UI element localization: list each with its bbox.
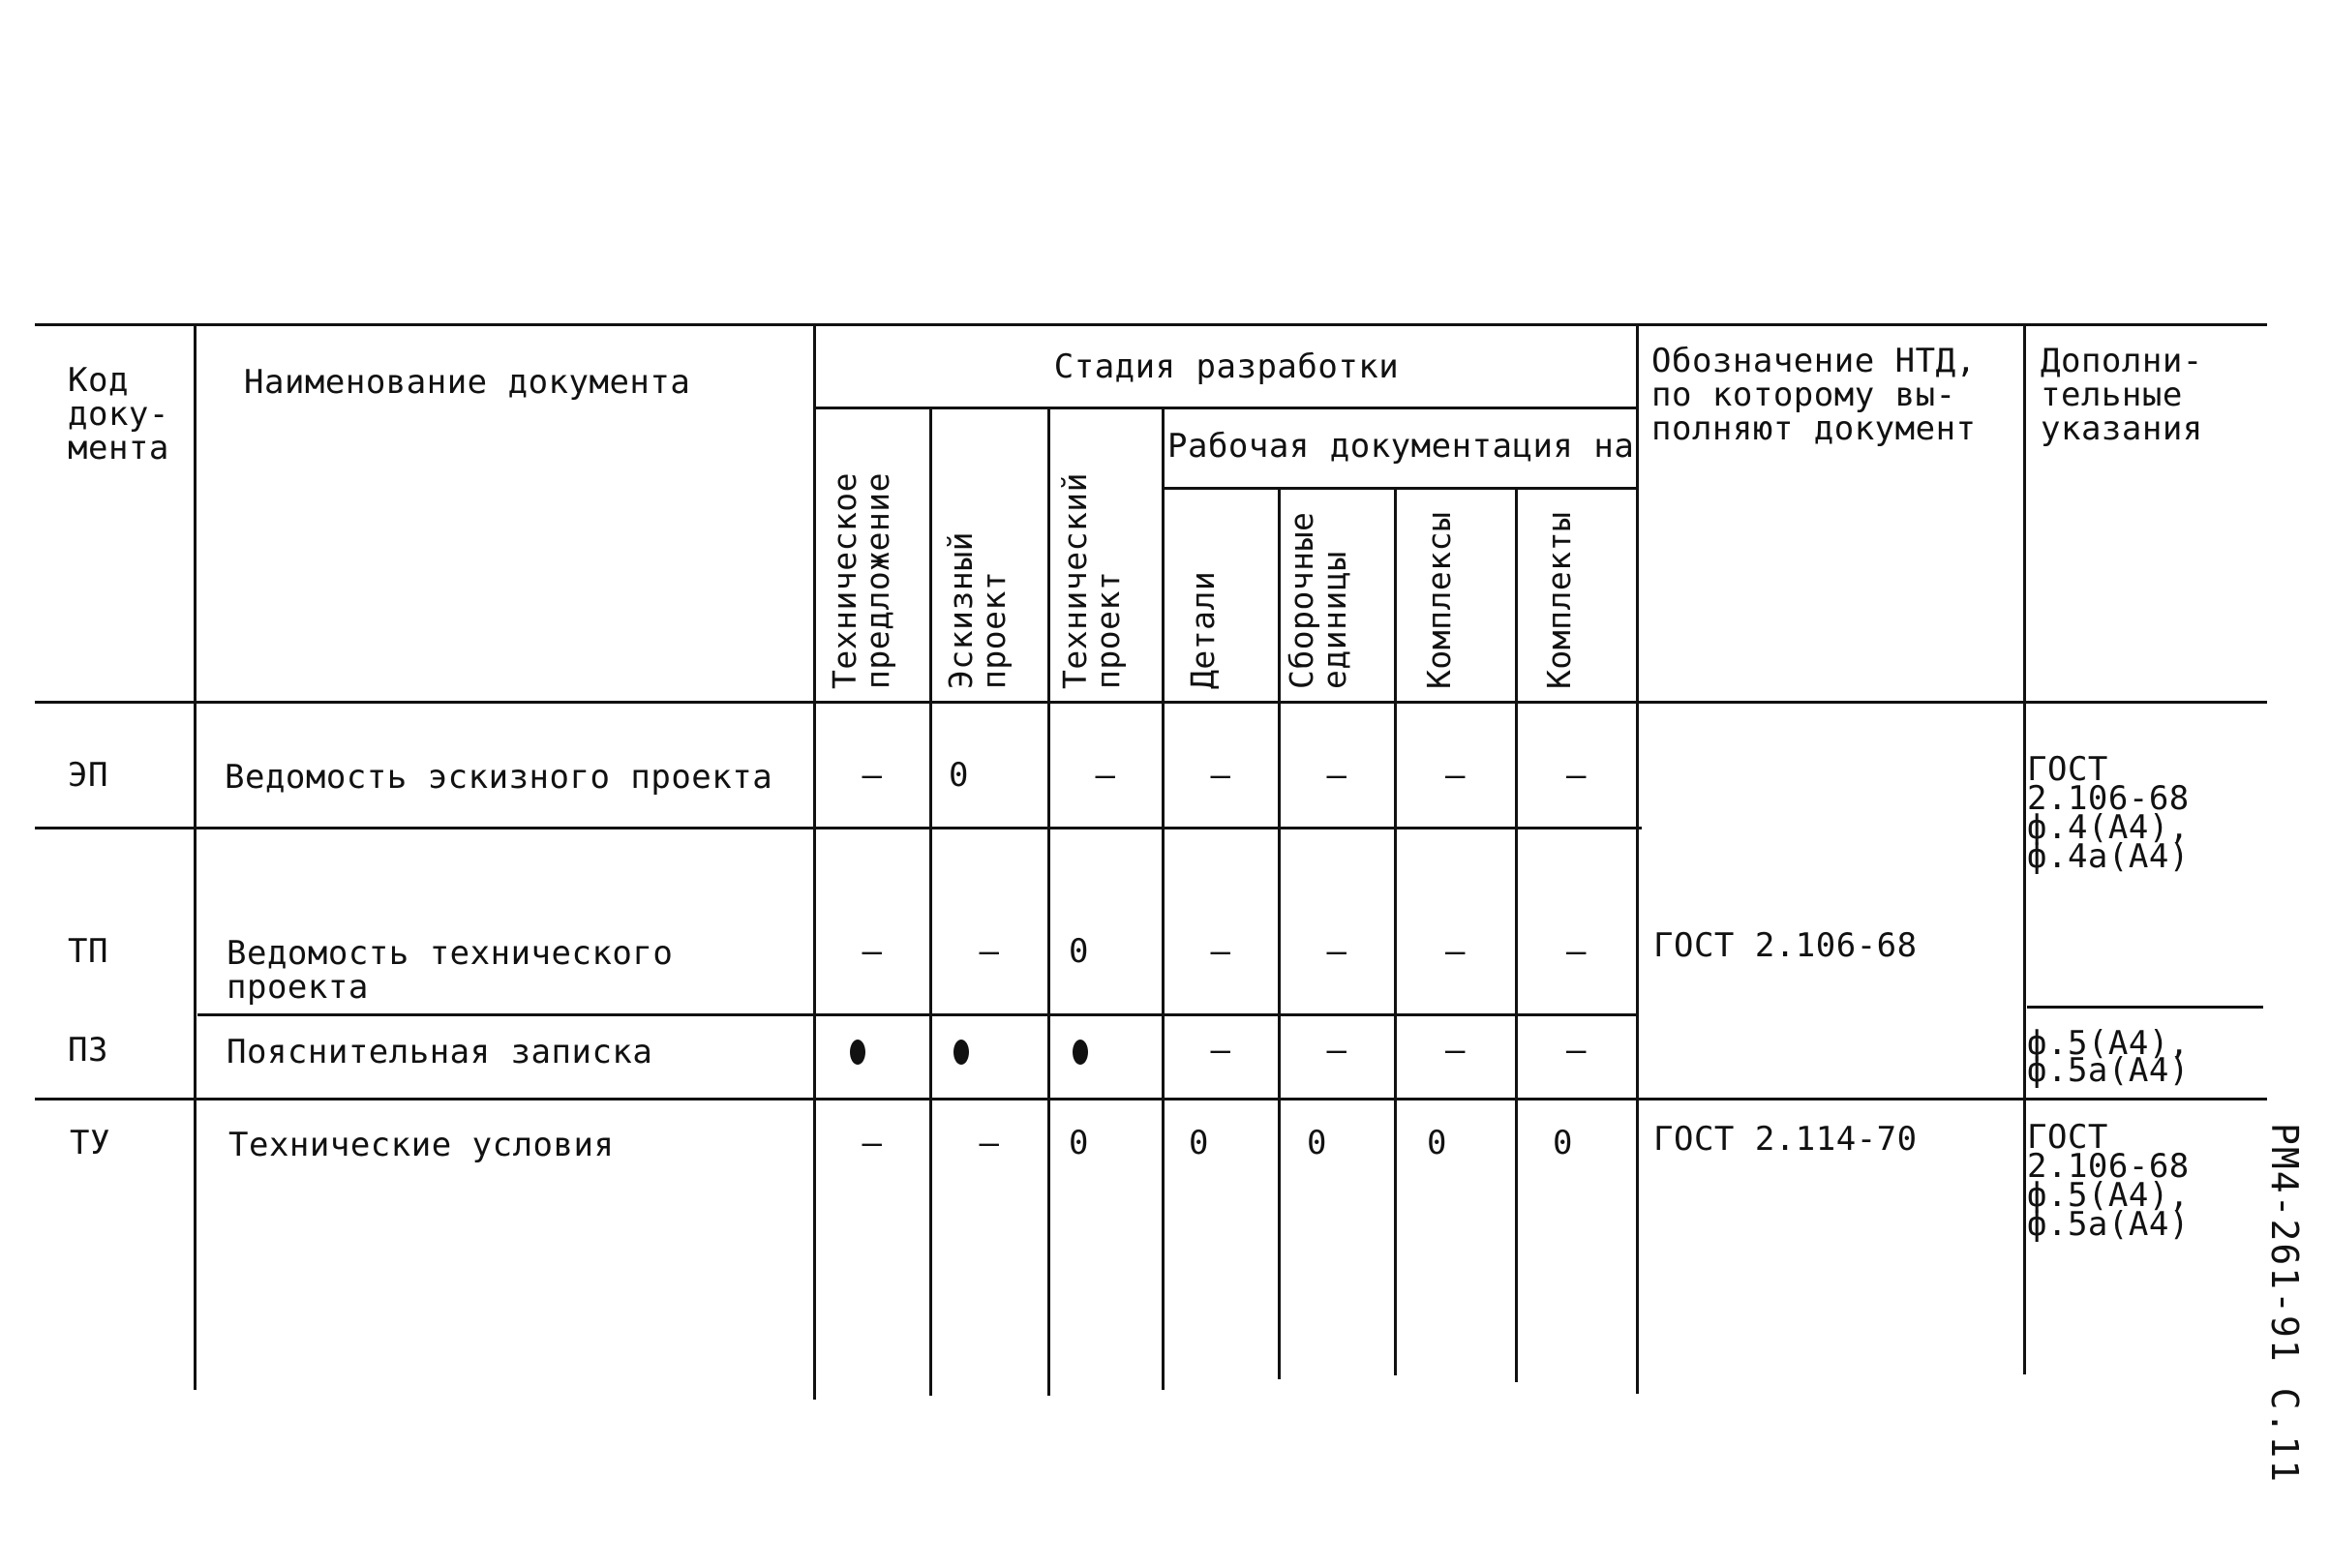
col-assemblies-line — [1394, 487, 1397, 1375]
row-tp-mark: – — [1445, 932, 1466, 971]
col-code-line — [194, 325, 197, 1390]
row-tp-mark: – — [979, 932, 1000, 971]
row-tp-mark: – — [1566, 932, 1587, 971]
row-tp-mark: – — [1210, 932, 1231, 971]
header-code: Код доку- мента — [68, 361, 169, 467]
row-tp-mark: – — [1326, 932, 1347, 971]
row-ep-bottom-rule — [35, 827, 1642, 829]
row-tu-mark: 0 — [1553, 1124, 1573, 1162]
header-sketch-project: Эскизный проект — [942, 531, 1013, 689]
table-top-rule — [35, 323, 2267, 326]
col-ntd-line — [2023, 325, 2026, 1374]
row-ep-mark: – — [1566, 756, 1587, 795]
header-ntd: Обозначение НТД, по которому вы- полняют документ — [1651, 342, 1977, 448]
header-complexes: Комплексы — [1420, 511, 1458, 689]
col-parts-line — [1278, 487, 1281, 1379]
working-docs-rule — [1164, 487, 1638, 490]
row-ep-mark: – — [1210, 756, 1231, 795]
header-bottom-rule — [35, 701, 2267, 704]
header-parts: Детали — [1184, 570, 1222, 689]
row-pz-filled-mark — [850, 1040, 865, 1065]
header-tech-project: Технический проект — [1056, 471, 1127, 689]
header-extra: Дополни- тельные указания — [2041, 342, 2203, 448]
row-pz-mark: – — [1445, 1031, 1466, 1070]
col-kits-line — [1636, 325, 1639, 1394]
row-tu-mark: – — [979, 1124, 1000, 1162]
extra-pz: ф.5(А4), ф.5а(А4) — [2027, 1024, 2190, 1090]
row-tp-mark: 0 — [1069, 932, 1089, 971]
row-ep-name: Ведомость эскизного проекта — [225, 758, 773, 797]
row-tp-bottom-rule — [197, 1013, 1638, 1016]
row-pz-mark: – — [1210, 1031, 1231, 1070]
stage-sub-rule — [815, 407, 1638, 409]
extra-tu: ГОСТ 2.106-68 ф.5(А4), ф.5а(А4) — [2027, 1118, 2190, 1244]
header-assemblies: Сборочные единицы — [1283, 511, 1353, 689]
row-tu-mark: 0 — [1069, 1124, 1089, 1162]
row-tu-name: Технические условия — [228, 1126, 615, 1164]
header-stage: Стадия разработки — [1053, 347, 1400, 386]
row-ep-mark: – — [1445, 756, 1466, 795]
col-tp-line — [929, 407, 932, 1396]
page-number: РМ4-261-91 С.11 — [2263, 1123, 2306, 1485]
header-kits: Комплекты — [1540, 511, 1578, 689]
extra-split-rule — [2027, 1006, 2263, 1009]
col-techproj-line — [1162, 407, 1165, 1390]
row-pz-mark: – — [1566, 1031, 1587, 1070]
row-ep-mark: – — [862, 756, 883, 795]
row-tp-code: ТП — [68, 932, 108, 971]
row-pz-name: Пояснительная записка — [227, 1033, 653, 1071]
row-tu-mark: – — [862, 1124, 883, 1162]
row-ep-mark: 0 — [949, 756, 969, 795]
row-tu-mark: 0 — [1427, 1124, 1447, 1162]
row-tp-mark: – — [862, 932, 883, 971]
ntd-gost-2-106-68: ГОСТ 2.106-68 — [1653, 926, 1918, 965]
col-ep-line — [1047, 407, 1050, 1396]
row-pz-code: ПЗ — [68, 1031, 108, 1070]
header-name: Наименование документа — [244, 363, 691, 402]
row-ep-mark: – — [1095, 756, 1116, 795]
row-ep-code: ЭП — [68, 756, 108, 795]
row-tp-name: Ведомость технического проекта — [227, 934, 674, 1007]
ntd-gost-2-114-70: ГОСТ 2.114-70 — [1653, 1120, 1918, 1159]
row-pz-filled-mark — [953, 1040, 969, 1065]
col-name-line — [813, 325, 816, 1400]
row-pz-mark: – — [1326, 1031, 1347, 1070]
header-tech-proposal: Техническое предложение — [826, 471, 896, 689]
header-working-docs: Рабочая документация на — [1167, 427, 1635, 466]
row-pz-filled-mark — [1073, 1040, 1088, 1065]
row-ep-mark: – — [1326, 756, 1347, 795]
row-pz-bottom-rule — [35, 1098, 2267, 1101]
extra-ep: ГОСТ 2.106-68 ф.4(А4), ф.4а(А4) — [2027, 750, 2190, 876]
row-tu-code: ТУ — [70, 1124, 110, 1162]
row-tu-mark: 0 — [1307, 1124, 1327, 1162]
row-tu-mark: 0 — [1189, 1124, 1209, 1162]
